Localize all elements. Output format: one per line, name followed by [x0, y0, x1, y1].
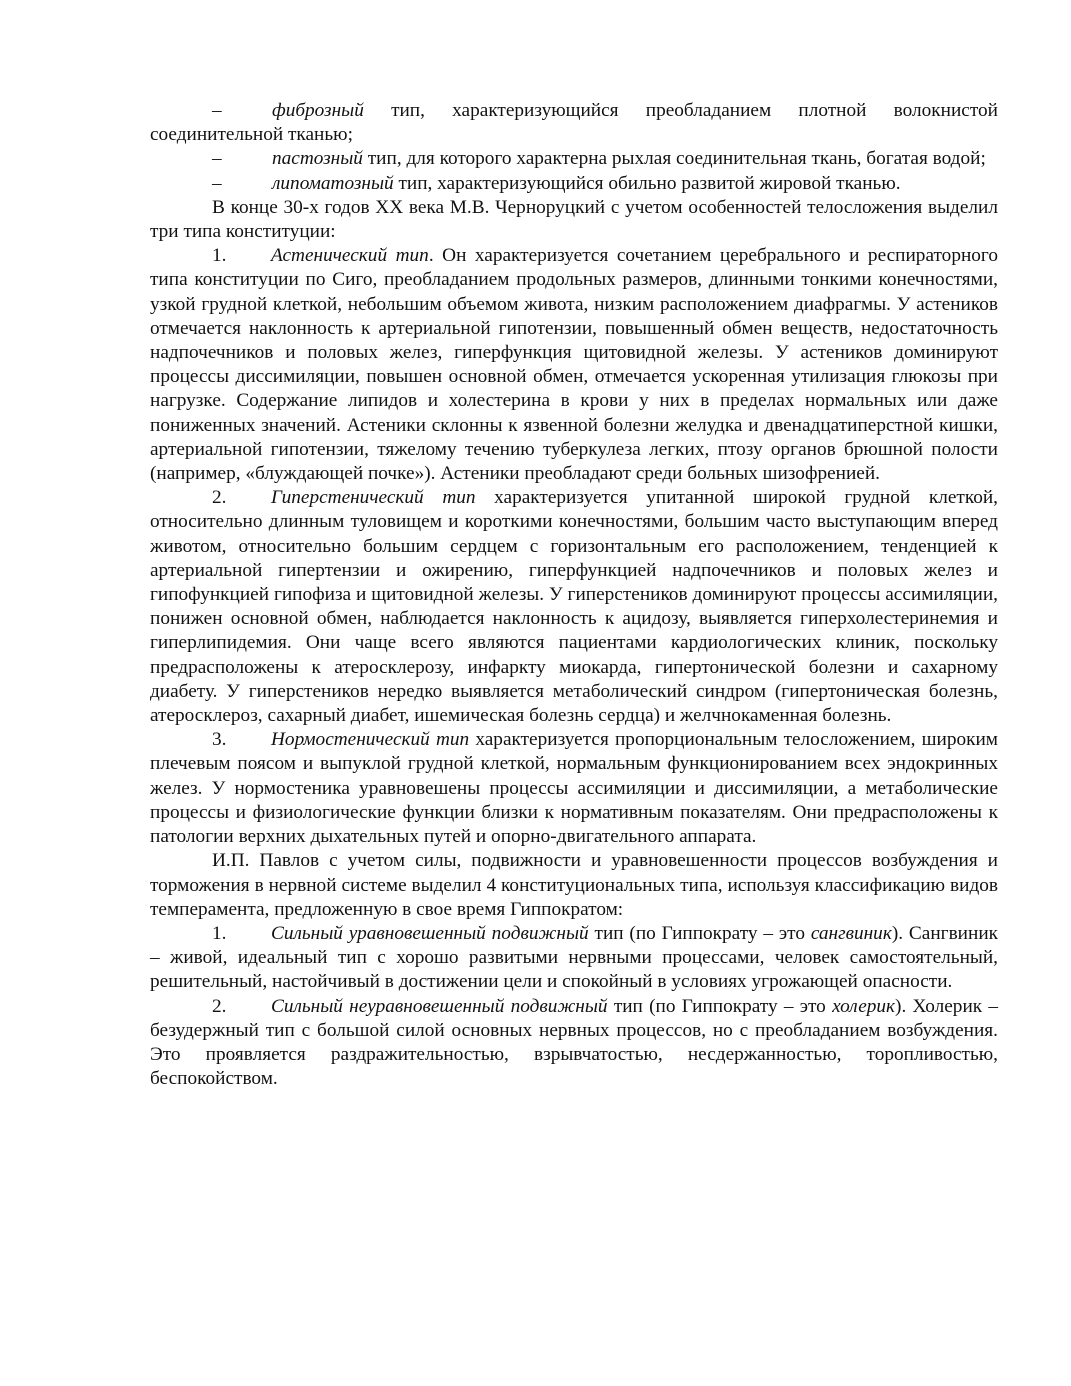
item-text: ). Сангвиник – живой, идеальный тип с хорошо развитыми нервными процессами, человек самостоятельный, решительный, настойчивый в достижении цели и спокойный в условиях угрожающей опасности. [150, 922, 999, 993]
dash-marker: – [212, 172, 222, 194]
list-item-text: тип, характеризующийся обильно развитой жировой тканью. [393, 172, 901, 194]
item-number: 3. [212, 729, 227, 751]
item-text: характеризуется пропорциональным телосложением, широким плечевым поясом и выпуклой грудной клеткой, нормальным функционированием всех эндокринных желез. У нормостеника уравновешены процессы ассимиляции и диссимиляции, а метаболические процессы и физиологические функции близки к нормативным показателям. Они предрасположены к патологии верхних дыхательных путей и опорно-двигательного аппарата. [150, 729, 998, 848]
term-italic: Сильный неуравновешенный подвижный [271, 995, 608, 1017]
term-italic: Нормостенический тип [271, 729, 470, 751]
term-italic: сангвиник [810, 922, 892, 944]
dash-marker: – [212, 100, 222, 121]
term-italic: Астенический тип [271, 245, 429, 267]
numbered-item-normosthenic [150, 728, 998, 849]
item-number: 1. [212, 245, 227, 267]
item-number: 2. [212, 487, 227, 509]
list-item-text: тип, для которого характерна рыхлая соединительная ткань, богатая водой; [362, 148, 986, 170]
item-text: тип (по Гиппократу – это [588, 922, 811, 944]
term-italic: Гиперстенический тип [271, 487, 476, 509]
paragraph-chernorutsky: В конце 30-х годов XX века М.В. Черноруцкий с учетом особенностей телосложения выделил три типа конституции: [150, 196, 998, 243]
item-text: характеризуется упитанной широкой грудной клеткой, относительно длинным туловищем и короткими конечностями, большим часто выступающим вперед животом, относительно большим сердцем с горизонтальным его расположением, тенденцией к артериальной гипертензии и ожирению, гиперфункцией надпочечников и половых желез и гипофункцией гипофиза и щитовидной железы. У гиперстеников доминируют процессы ассимиляции, понижен основной обмен, наблюдается наклонность к ацидозу, выявляется гиперхолестеринемия и гиперлипидемия. Они чаще всего являются пациентами кардиологических клиник, поскольку предрасположены к атеросклерозу, инфаркту миокарда, гипертонической болезни и сахарному диабету. У гиперстеников нередко выявляется метаболический синдром (гипертоническая болезнь, атеросклероз, сахарный диабет, ишемическая болезнь сердца) и желчнокаменная болезнь. [150, 487, 998, 727]
document-page [150, 99, 998, 1091]
list-item-text: тип, характеризующийся преобладанием плотной волокнистой соединительной тканью; [150, 100, 998, 146]
term-italic: фиброзный [272, 100, 364, 121]
list-item-lipomatous [150, 172, 998, 196]
item-number: 2. [212, 995, 227, 1017]
numbered-item-hypersthenic [150, 486, 998, 728]
term-italic: липоматозный [272, 172, 394, 194]
term-italic: холерик [832, 995, 896, 1017]
list-item-fibrous [150, 99, 998, 147]
numbered-item-asthenic [150, 244, 998, 486]
item-text: . Он характеризуется сочетанием церебрального и респираторного типа конституции по Сиго, преобладанием продольных размеров, длинными тонкими конечностями, узкой грудной клеткой, небольшим объемом живота, низким расположением диафрагмы. У астеников отмечается наклонность к артериальной гипотензии, повышенный обмен веществ, недостаточность надпочечников и половых желез, гиперфункция щитовидной железы. У астеников доминируют процессы диссимиляции, повышен основной обмен, отмечается ускоренная утилизация глюкозы при нагрузке. Содержание липидов и холестерина в крови у них в пределах нормальных или даже пониженных значений. Астеники склонны к язвенной болезни желудка и двенадцатиперстной кишки, артериальной гипотензии, тяжелому течению туберкулеза легких, птозу органов брюшной полости (например, «блуждающей почке»). Астеники преобладают среди больных шизофренией. [150, 245, 998, 485]
dash-marker: – [212, 148, 222, 170]
item-text: тип (по Гиппократу – это [607, 995, 833, 1017]
term-italic: Сильный уравновешенный подвижный [271, 922, 589, 944]
paragraph-pavlov: И.П. Павлов с учетом силы, подвижности и уравновешенности процессов возбуждения и торможения в нервной системе выделил 4 конституциональных типа, используя классификацию видов темперамента, предложенную в свое время Гиппократом: [150, 850, 998, 920]
numbered-item-choleric [150, 995, 998, 1092]
list-item-pastose [150, 147, 998, 171]
item-number: 1. [212, 922, 227, 944]
numbered-item-sanguine [150, 922, 998, 995]
item-text: ). Холерик – безудержный тип с большой силой основных нервных процессов, но с преобладанием возбуждения. Это проявляется раздражительностью, взрывчатостью, несдержанностью, торопливостью, беспокойством. [150, 995, 999, 1090]
term-italic: пастозный [272, 148, 363, 170]
